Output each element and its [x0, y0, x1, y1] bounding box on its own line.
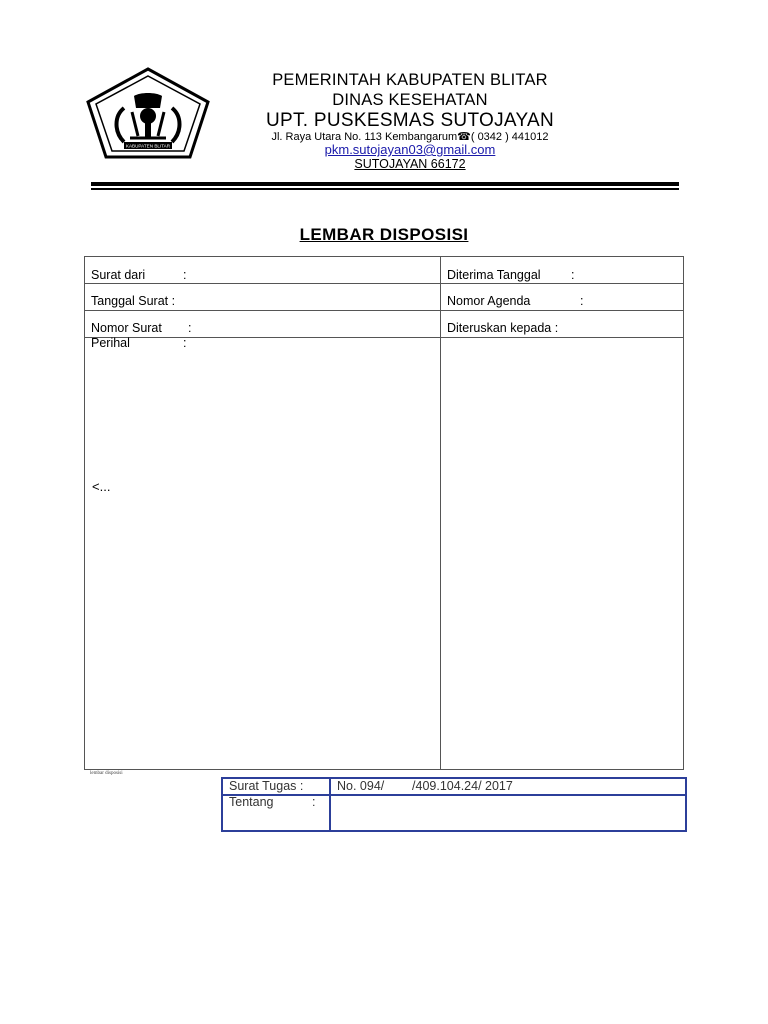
header-phone: ( 0342 ) 441012 [470, 131, 549, 143]
colon-tentang: : [312, 795, 316, 809]
colon-surat-dari: : [183, 268, 187, 282]
disposition-form-box [84, 256, 684, 770]
surat-tugas-number: No. 094/ /409.104.24/ 2017 [337, 779, 513, 793]
surat-tugas-column-divider [329, 777, 331, 832]
header-rule-thin [91, 188, 679, 190]
kabupaten-blitar-logo [84, 66, 212, 162]
form-row-divider-1 [84, 283, 684, 284]
footer-note: lembar disposisi [90, 771, 123, 776]
colon-diterima-tanggal: : [571, 268, 575, 282]
form-row-divider-2 [84, 310, 684, 311]
header-department: DINAS KESEHATAN [332, 91, 488, 109]
header-rule-thick [91, 182, 679, 186]
label-nomor-agenda: Nomor Agenda [447, 294, 531, 308]
label-perihal: Perihal [91, 336, 130, 350]
header-address: Jl. Raya Utara No. 113 Kembangarum [271, 131, 458, 143]
logo-text: KABUPATEN BLITAR [125, 143, 171, 149]
label-diteruskan-kepada: Diteruskan kepada : [447, 321, 559, 335]
form-row-divider-3 [84, 337, 684, 338]
header-government: PEMERINTAH KABUPATEN BLITAR [272, 71, 548, 89]
colon-nomor-agenda: : [580, 294, 584, 308]
colon-nomor-surat: : [188, 321, 192, 335]
label-tentang: Tentang [229, 795, 274, 809]
header-city: SUTOJAYAN 66172 [354, 157, 466, 171]
surat-tugas-row-divider [221, 794, 687, 796]
header-institution: UPT. PUSKESMAS SUTOJAYAN [265, 110, 555, 131]
phone-icon: ☎ [457, 131, 471, 143]
perihal-note: <... [92, 479, 111, 494]
label-tanggal-surat: Tanggal Surat : [91, 294, 176, 308]
form-column-divider [440, 256, 441, 770]
label-surat-tugas: Surat Tugas : [229, 779, 304, 793]
page-title: LEMBAR DISPOSISI [299, 225, 469, 244]
label-diterima-tanggal: Diterima Tanggal [447, 268, 541, 282]
colon-perihal: : [183, 336, 187, 350]
label-surat-dari: Surat dari [91, 268, 146, 282]
label-nomor-surat: Nomor Surat [91, 321, 162, 335]
header-email-link[interactable]: pkm.sutojayan03@gmail.com [324, 142, 496, 157]
